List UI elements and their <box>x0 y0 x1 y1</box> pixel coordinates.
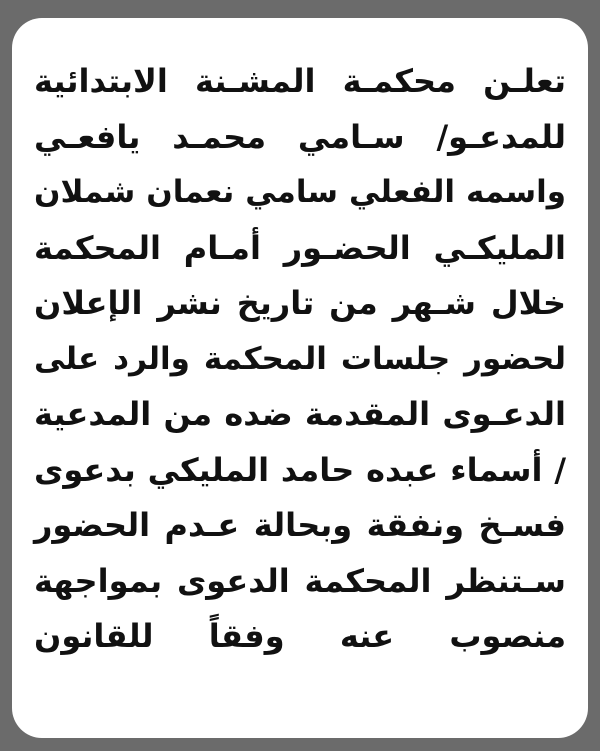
notice-line-1: تعلـن محكمـة المشـنة الابتدائية <box>34 62 566 100</box>
notice-line-10: سـتنظر المحكمة الدعوى بمواجهة <box>34 561 566 600</box>
notice-line-11: منصوب عنه وفقاً للقانون <box>34 617 566 655</box>
notice-line-5: خلال شـهر من تاريخ نشر الإعلان <box>34 284 566 322</box>
notice-line-2: للمدعـو/ سـامي محمـد يافعـي <box>34 117 566 156</box>
notice-line-4: المليكـي الحضـور أمـام المحكمة <box>34 228 566 267</box>
notice-line-6: لحضور جلسات المحكمة والرد على <box>34 340 566 377</box>
notice-card <box>12 18 588 738</box>
notice-line-3: واسمه الفعلي سامي نعمان شملان <box>34 174 566 210</box>
notice-line-8: / أسماء عبده حامد المليكي بدعوى <box>34 450 566 489</box>
notice-line-7: الدعـوى المقدمة ضده من المدعية <box>34 395 566 433</box>
notice-line-9: فسـخ ونفقة وبحالة عـدم الحضور <box>34 506 566 544</box>
